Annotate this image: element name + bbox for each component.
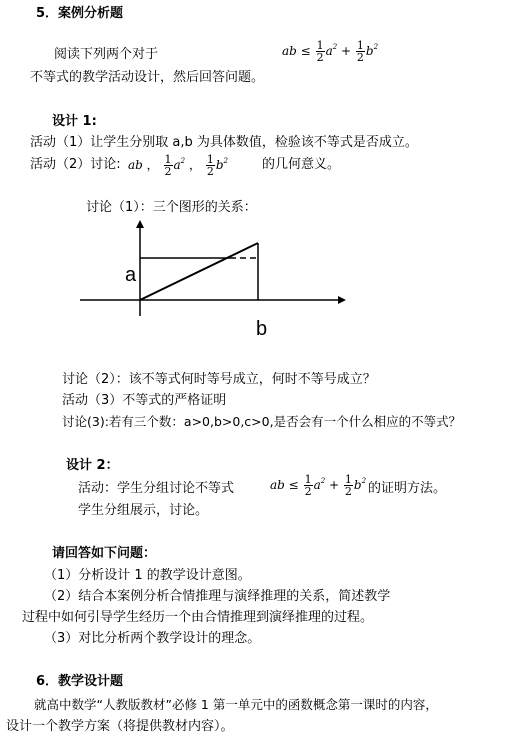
design1-activity2-suffix: 的几何意义。 bbox=[262, 157, 341, 172]
design1-discuss3: 讨论(3):若有三个数：a>0,b>0,c>0,是否会有一个什么相应的不等式？ bbox=[62, 414, 462, 429]
questions-title: 请回答如下问题： bbox=[52, 546, 157, 561]
question-2-line2: 过程中如何引导学生经历一个由合情推理到演绎推理的过程。 bbox=[22, 610, 374, 625]
question-2-line1: （2）结合本案例分析合情推理与演绎推理的关系，简述教学 bbox=[44, 589, 391, 604]
design2-activity-suffix: 的证明方法。 bbox=[368, 481, 447, 496]
section5-intro-line2: 不等式的教学活动设计，然后回答问题。 bbox=[30, 70, 265, 85]
formula-inequality: ab ≤ $\frac{1}{2}$ $a^2$ + $\frac{1}{2}$ $b^2$ bbox=[282, 39, 379, 64]
design2-line2: 学生分组展示，讨论。 bbox=[78, 503, 209, 518]
section5-intro-line1: 阅读下列两个对于 bbox=[54, 47, 159, 62]
design1-activity3: 活动（3）不等式的严格证明 bbox=[62, 393, 227, 408]
formula-geometric-terms: ab ， $\frac{1}{2}$ $a^2$ ， $\frac{1}{2}$ $b^2$ bbox=[128, 153, 228, 178]
formula-lhs: ab bbox=[282, 44, 297, 58]
section5-title: 5．案例分析题 bbox=[36, 6, 124, 21]
section6-title: 6．教学设计题 bbox=[36, 674, 124, 689]
figure-label-a: a bbox=[125, 264, 137, 286]
section6-line2: 设计一个教学方案（将提供教材内容）。 bbox=[6, 719, 234, 734]
formula-fraction: $\frac{1}{2}$ bbox=[316, 39, 324, 64]
design2-activity-prefix: 活动：学生分组讨论不等式 bbox=[78, 481, 235, 496]
y-axis-arrow bbox=[136, 220, 144, 228]
question-3: （3）对比分析两个教学设计的理念。 bbox=[44, 631, 261, 646]
design1-activity2-prefix: 活动（2）讨论: bbox=[30, 157, 121, 172]
design1-discuss1: 讨论（1）：三个图形的关系： bbox=[86, 200, 257, 215]
diagonal-line bbox=[140, 243, 258, 300]
section6-line1: 就高中数学“人教版教材”必修 1 第一单元中的函数概念第一课时的内容， bbox=[34, 697, 438, 712]
question-1: （1）分析设计 1 的教学设计意图。 bbox=[44, 568, 251, 583]
geometry-figure bbox=[70, 218, 360, 318]
design1-activity1: 活动（1）让学生分别取 a,b 为具体数值，检验该不等式是否成立。 bbox=[30, 135, 418, 150]
design2-title: 设计 2： bbox=[66, 458, 119, 473]
design1-discuss2: 讨论（2）：该不等式何时等号成立，何时不等号成立？ bbox=[62, 372, 376, 387]
formula-inequality-design2: ab ≤ $\frac{1}{2}$ $a^2$ + $\frac{1}{2}$ $b^2$ bbox=[270, 473, 367, 498]
figure-label-b: b bbox=[256, 318, 268, 340]
x-axis-arrow bbox=[338, 296, 346, 304]
design1-title: 设计 1: bbox=[52, 114, 97, 129]
formula-rel: ≤ bbox=[300, 44, 311, 58]
formula-fraction: $\frac{1}{2}$ bbox=[356, 39, 364, 64]
